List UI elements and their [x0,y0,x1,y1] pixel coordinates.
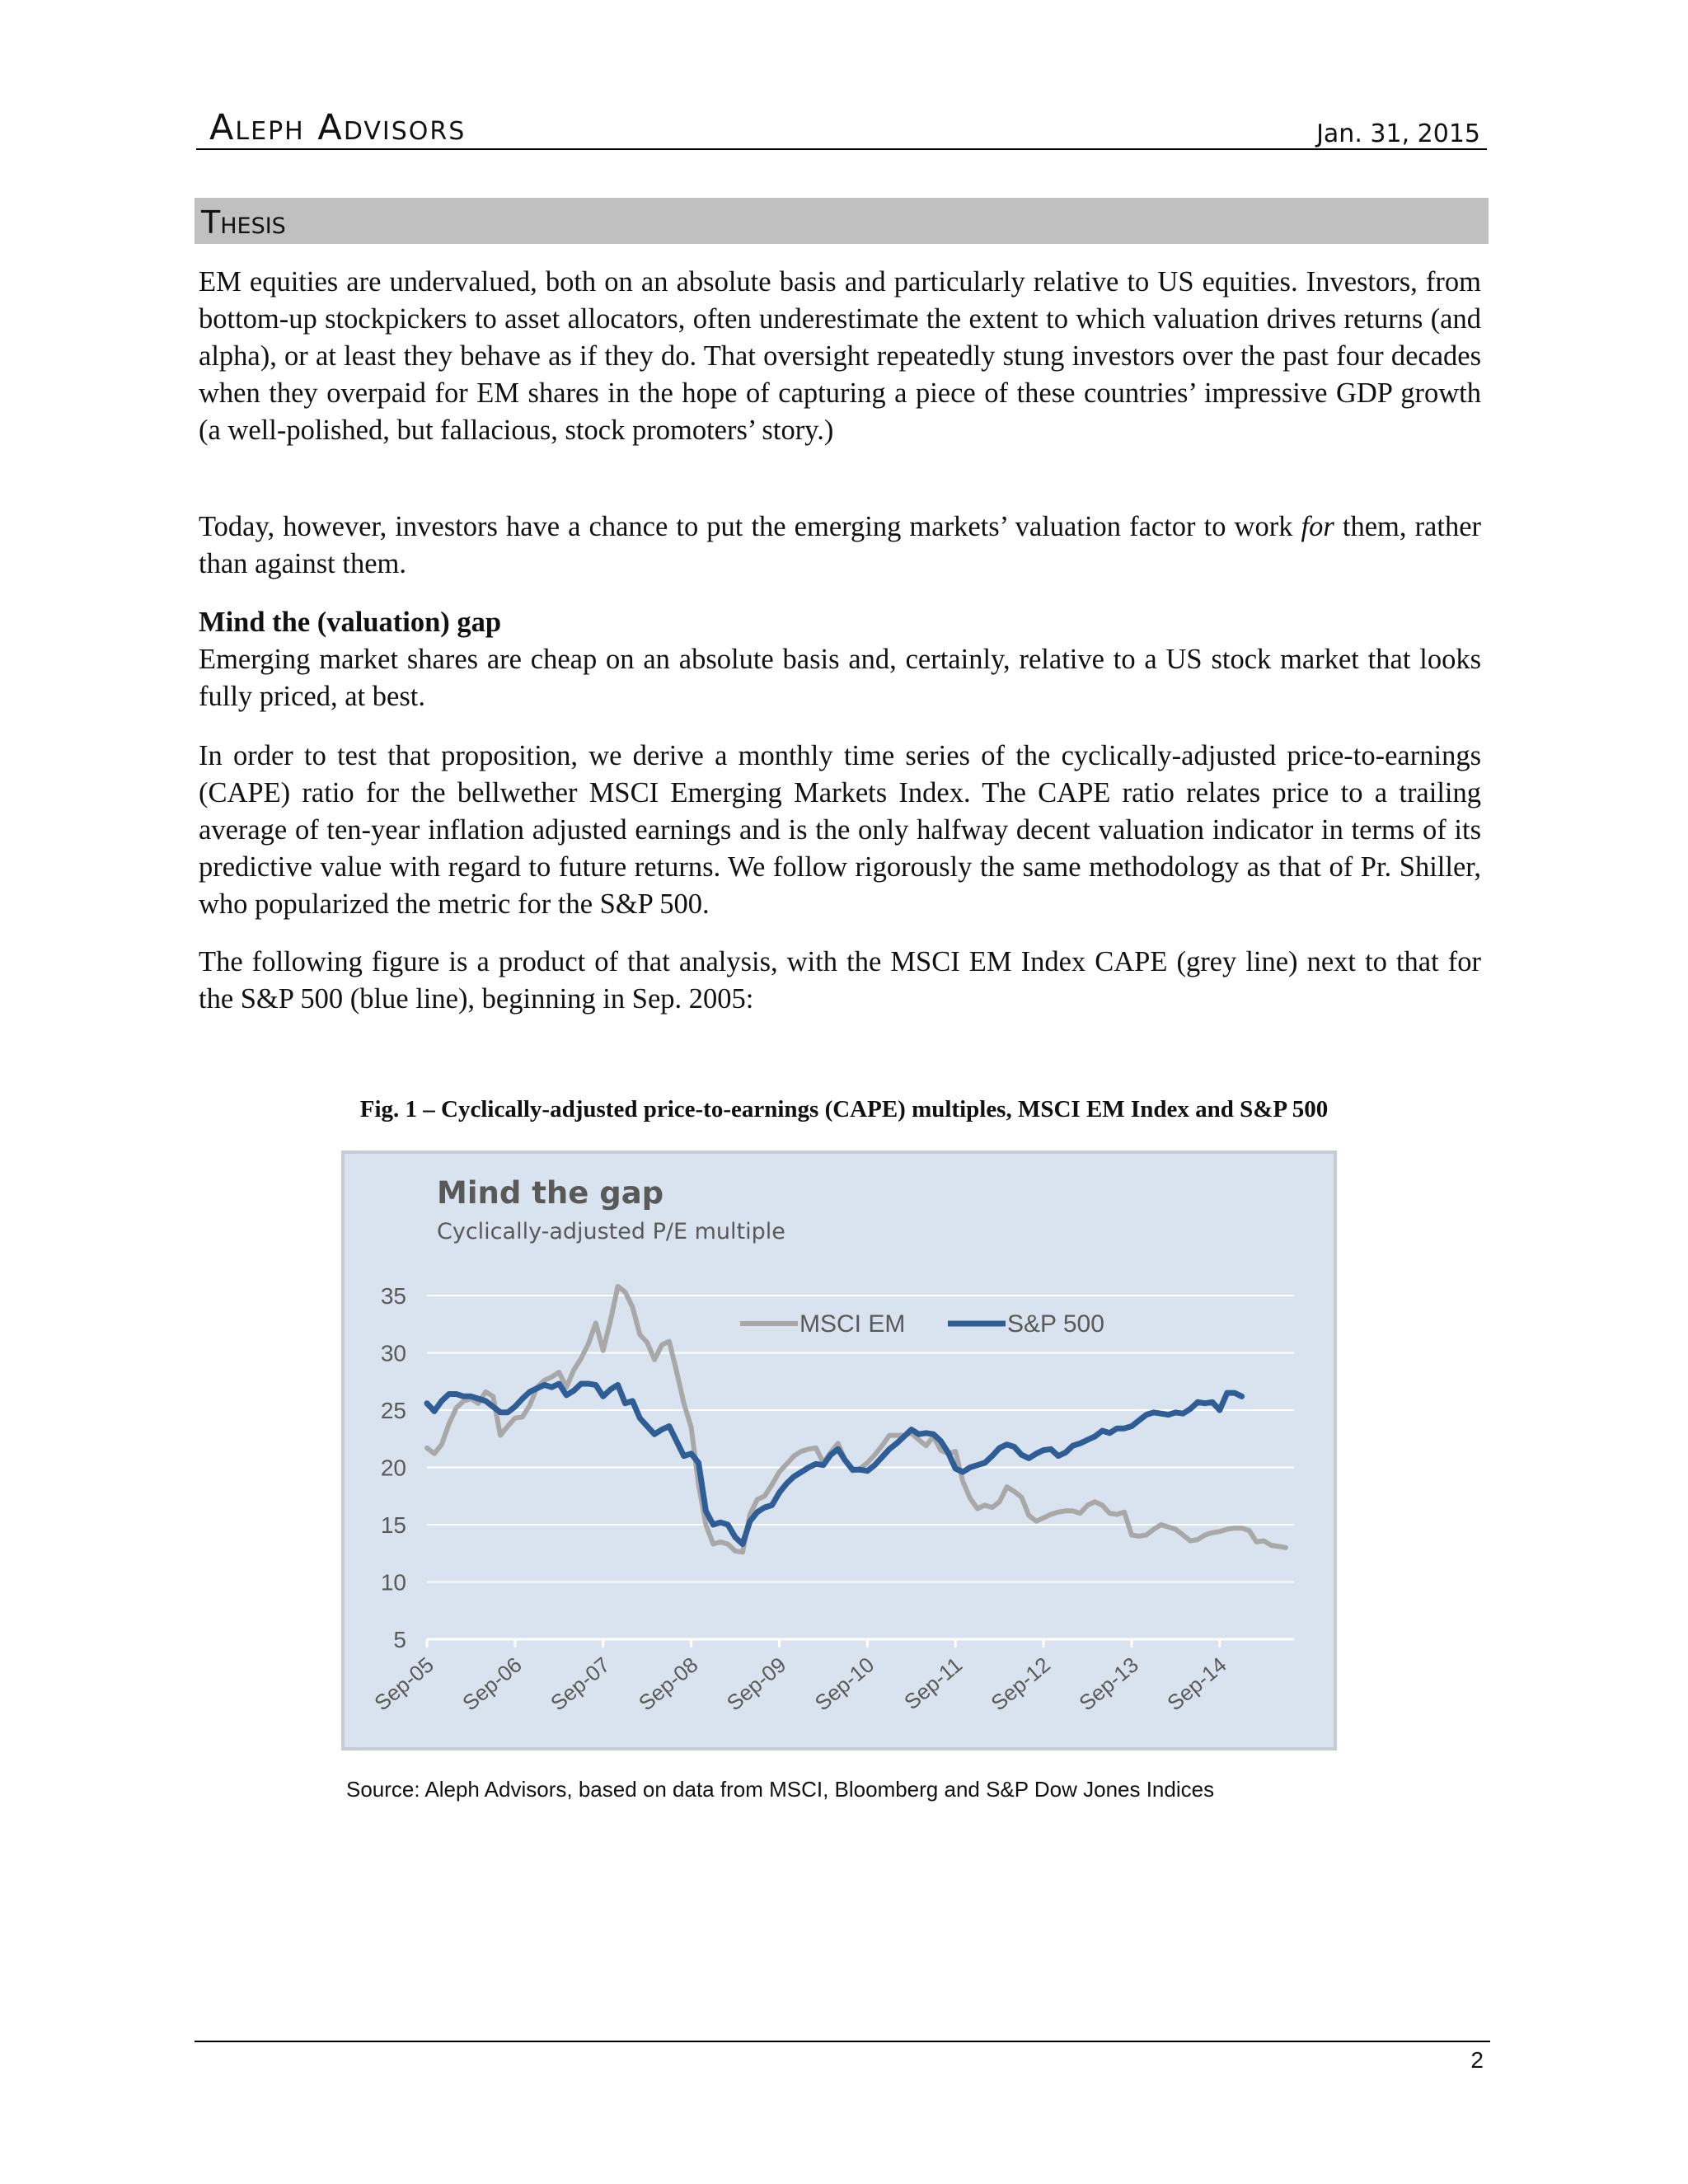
paragraph-2 [199,509,1481,583]
legend-label: S&P 500 [1007,1310,1104,1338]
paragraph-4-text: In order to test that proposition, we derive a monthly time series of the cyclically-adjusted price-to-earnings (CAPE) ratio for the bellwether MSCI Emerging Markets Index. The CAPE ratio relates price to a trailing average of ten-year inflation adjusted earnings and is the only halfway decent valuation indicator in terms of its predictive value with regard to future returns. We follow rigorously the same methodology as that of Pr. Shiller, who popularized the metric for the S&P 500. [199,740,1481,920]
paragraph-1 [199,264,1481,449]
chart-subtitle: Cyclically-adjusted P/E multiple [437,1219,785,1244]
page-header [196,102,1487,150]
series-line-sp500 [427,1384,1242,1544]
legend-sp500 [948,1310,1104,1338]
paragraph-1-text: EM equities are undervalued, both on an absolute basis and particularly relative to US equities. Investors, from bottom-up stockpickers to asset allocators, often underestimate the extent to which valuation drives returns (and alpha), or at least they behave as if they do. That oversight repeatedly stung investors over the past four decades when they overpaid for EM shares in the hope of capturing a piece of these countries’ impressive GDP growth (a well-polished, but fallacious, stock promoters’ story.) [199,266,1481,446]
subsection-heading: Mind the (valuation) gap [199,607,502,638]
section-title: Thesis [201,204,286,241]
y-tick-label: 30 [380,1340,406,1366]
legend-label: MSCI EM [799,1310,906,1338]
y-tick-label: 35 [380,1283,406,1309]
x-tick-label: Sep-14 [1162,1652,1231,1716]
page-number: 2 [1470,2047,1484,2073]
x-tick-label: Sep-08 [633,1652,703,1716]
paragraph-2-text-a: Today, however, investors have a chance to put the emerging markets’ valuation factor to work [199,511,1301,542]
paragraph-4 [199,738,1481,923]
figure-caption: Fig. 1 – Cyclically-adjusted price-to-earnings (CAPE) multiples, MSCI EM Index and S&P 500 [359,1096,1329,1122]
chart-legend [740,1310,1104,1338]
legend-msci-em [740,1310,905,1338]
chart-axes [369,1283,1294,1715]
x-tick-label: Sep-13 [1074,1652,1143,1716]
y-tick-label: 20 [380,1455,406,1481]
x-tick-label: Sep-07 [546,1652,615,1716]
chart-canvas [345,1154,1334,1747]
paragraph-2-emphasis: for [1301,511,1334,542]
section-heading-bar [195,198,1489,244]
y-tick-label: 10 [380,1569,406,1596]
x-tick-label: Sep-10 [809,1652,879,1716]
x-tick-label: Sep-06 [457,1652,527,1716]
x-tick-label: Sep-12 [986,1652,1055,1716]
footer-rule [195,2041,1490,2042]
paragraph-2-text-b: them, rather than against them. [199,511,1482,579]
chart-title: Mind the gap [437,1175,664,1211]
x-tick-label: Sep-09 [721,1652,791,1716]
paragraph-5 [199,944,1481,1018]
header-date: Jan. 31, 2015 [1316,120,1480,148]
y-tick-label: 25 [380,1398,406,1423]
y-tick-label: 15 [380,1512,406,1538]
figure-source: Source: Aleph Advisors, based on data from MSCI, Bloomberg and S&P Dow Jones Indices [346,1777,1215,1802]
y-tick-label: 5 [393,1627,406,1652]
cape-chart [345,1154,1334,1747]
x-tick-label: Sep-11 [899,1652,968,1715]
brand-name: Aleph Advisors [209,107,467,148]
paragraph-3-text: Emerging market shares are cheap on an absolute basis and, certainly, relative to a US stock market that looks fully priced, at best. [199,644,1481,712]
paragraph-5-text: The following figure is a product of that analysis, with the MSCI EM Index CAPE (grey line) next to that for the S&P 500 (blue line), beginning in Sep. 2005: [199,946,1481,1015]
chart-gridlines [427,1296,1294,1582]
paragraph-3 [199,604,1481,715]
x-tick-label: Sep-05 [369,1652,438,1716]
